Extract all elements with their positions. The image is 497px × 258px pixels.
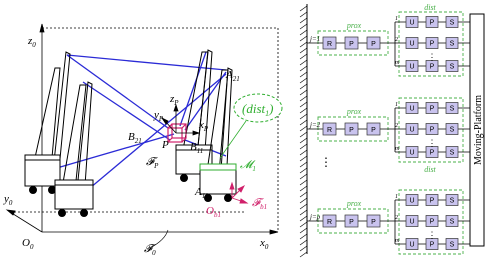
cable-1	[67, 55, 168, 128]
leg-index-label: 2	[395, 37, 398, 43]
wall-hatch-line	[300, 84, 307, 89]
leg-block-label: U	[409, 218, 415, 226]
rows-ellipsis: ⋮	[320, 155, 332, 169]
wall-hatch-line	[300, 60, 307, 65]
leg-block-label: P	[429, 63, 435, 71]
wall-hatch-line	[300, 54, 307, 59]
robot-illustration	[3, 24, 282, 257]
joint-block-label: R	[326, 127, 333, 134]
wall-hatch-line	[300, 120, 307, 125]
leg-block-label: P	[429, 105, 435, 113]
cable-5	[180, 52, 206, 126]
leg-block-label: S	[449, 105, 455, 113]
mobile-base-1	[25, 52, 70, 194]
wall-hatch-line	[300, 72, 307, 77]
wall-hatch-line	[300, 180, 307, 185]
leg-block-label: U	[409, 105, 415, 113]
leg-block-label: U	[409, 63, 415, 71]
cable-6	[185, 72, 226, 130]
f0-label: 𝓕$_0$	[144, 243, 156, 257]
ground-wall	[300, 4, 307, 257]
world-frame	[7, 24, 278, 248]
leg-block-label: S	[449, 19, 455, 27]
wall-hatch-line	[300, 108, 307, 113]
leg-block-label: S	[449, 63, 455, 71]
dist-label: dist	[424, 3, 436, 12]
wall-hatch-line	[300, 126, 307, 131]
wall-hatch-line	[300, 246, 307, 251]
y0-arrowhead	[7, 210, 15, 215]
wall-hatch-line	[300, 204, 307, 209]
wall-hatch-line	[300, 42, 307, 47]
z0-label: $z_0$	[28, 35, 36, 49]
prox-label: prox	[346, 107, 362, 116]
leg-block-label: S	[449, 197, 455, 205]
wall-hatch-line	[300, 234, 307, 239]
zp-label: $z_P$	[170, 93, 179, 107]
ob1-label: $O_{b1}$	[206, 205, 221, 219]
wall-hatch-line	[300, 162, 307, 167]
wall-hatch-line	[300, 192, 307, 197]
chain-rows	[307, 3, 470, 258]
fp-label: 𝓕$_P$	[146, 156, 159, 170]
wall-hatch-line	[300, 144, 307, 149]
leg-block-label: P	[429, 126, 435, 134]
chain-row	[307, 3, 470, 76]
leg-block-label: S	[449, 126, 455, 134]
y0-label: $y_0$	[4, 193, 13, 207]
wall-hatch-line	[300, 132, 307, 137]
leg-index-label: m	[395, 146, 400, 152]
legs-ellipsis: ⋮	[427, 52, 437, 62]
dist-callout-label: (dist$_1$)	[242, 101, 274, 118]
wall-hatch-line	[300, 114, 307, 119]
x0-arrowhead	[270, 230, 278, 234]
leg-index-label: 1	[395, 16, 398, 22]
leg-block-label: P	[429, 40, 435, 48]
chain-row	[307, 190, 470, 258]
b21-label: $B_{21}$	[128, 131, 142, 145]
moving-platform-label: Moving-Platform	[473, 95, 484, 165]
wall-hatch-line	[300, 90, 307, 95]
prox-label: prox	[346, 21, 362, 30]
wall-hatch-line	[300, 228, 307, 233]
leg-block-label: S	[449, 40, 455, 48]
leg-index-label: 2	[395, 123, 398, 129]
joint-block-label: P	[371, 127, 376, 134]
architecture-diagram	[300, 3, 484, 258]
b11-label: $B_{11}$	[190, 141, 204, 155]
prox-label: prox	[346, 199, 362, 208]
legs-ellipsis: ⋮	[427, 230, 437, 240]
f0-pointer	[150, 230, 168, 248]
legs-ellipsis: ⋮	[427, 138, 437, 148]
wall-hatch-line	[300, 96, 307, 101]
leg-block-label: P	[429, 218, 435, 226]
o0-label: $O_0$	[22, 237, 34, 251]
wall-hatch-line	[300, 240, 307, 245]
p-label: P	[162, 139, 169, 151]
wall-hatch-line	[300, 102, 307, 107]
y0-axis	[10, 212, 42, 232]
leg-index-label: m	[395, 238, 400, 244]
row-index-label: j=p	[310, 213, 321, 221]
wall-hatch-line	[300, 222, 307, 227]
wall-hatch-line	[300, 252, 307, 257]
dist-label: dist	[424, 165, 436, 174]
wall-hatch-line	[300, 30, 307, 35]
joint-block-label: P	[349, 41, 354, 48]
joint-block-label: R	[326, 41, 333, 48]
wall-hatch-line	[300, 48, 307, 53]
leg-index-label: m	[395, 60, 400, 66]
a11-label: $A_{11}$	[195, 186, 209, 200]
leg-block-label: P	[429, 197, 435, 205]
leg-block-label: S	[449, 241, 455, 249]
x0-label: $x_0$	[260, 237, 269, 251]
wall-hatch-line	[300, 174, 307, 179]
leg-block-label: P	[429, 241, 435, 249]
joint-block-label: P	[371, 41, 376, 48]
wall-hatch-line	[300, 36, 307, 41]
wall-hatch-line	[300, 18, 307, 23]
wall-hatch-line	[300, 66, 307, 71]
row-index-label: j=2	[310, 121, 321, 129]
leg-index-label: 1	[395, 102, 398, 108]
joint-block-label: P	[371, 219, 376, 226]
wall-hatch-line	[300, 186, 307, 191]
m1-label: 𝓜$_1$	[240, 159, 256, 173]
leg-block-label: P	[429, 149, 435, 157]
leg-block-label: U	[409, 19, 415, 27]
joint-block-label: R	[326, 219, 333, 226]
leg-index-label: 2	[395, 215, 398, 221]
yp-label: $y_P$	[154, 109, 164, 123]
a21-label: $A_{21}$	[226, 69, 240, 83]
wall-hatch-line	[300, 12, 307, 17]
joint-block-label: P	[349, 127, 354, 134]
mobile-base-4	[200, 68, 236, 202]
leg-block-label: S	[449, 149, 455, 157]
wall-hatch-line	[300, 138, 307, 143]
leg-block-label: U	[409, 40, 415, 48]
xp-label: $x_P$	[199, 119, 209, 133]
fb1-label: 𝓕$_{b1}$	[252, 197, 268, 211]
wall-hatch-line	[300, 156, 307, 161]
wall-hatch-line	[300, 150, 307, 155]
leg-index-label: 1	[395, 194, 398, 200]
leg-block-label: U	[409, 241, 415, 249]
wall-hatch-line	[300, 198, 307, 203]
joint-block-label: P	[349, 219, 354, 226]
leg-block-label: U	[409, 149, 415, 157]
wall-hatch-line	[300, 6, 307, 11]
wall-hatch-line	[300, 24, 307, 29]
leg-block-label: P	[429, 19, 435, 27]
leg-block-label: U	[409, 197, 415, 205]
wall-hatch-line	[300, 216, 307, 221]
wall-hatch-line	[300, 78, 307, 83]
wall-hatch-line	[300, 168, 307, 173]
leg-block-label: U	[409, 126, 415, 134]
mobile-base-3	[176, 50, 212, 182]
row-index-label: j=1	[310, 35, 321, 43]
wall-hatch-line	[300, 210, 307, 215]
leg-block-label: S	[449, 218, 455, 226]
